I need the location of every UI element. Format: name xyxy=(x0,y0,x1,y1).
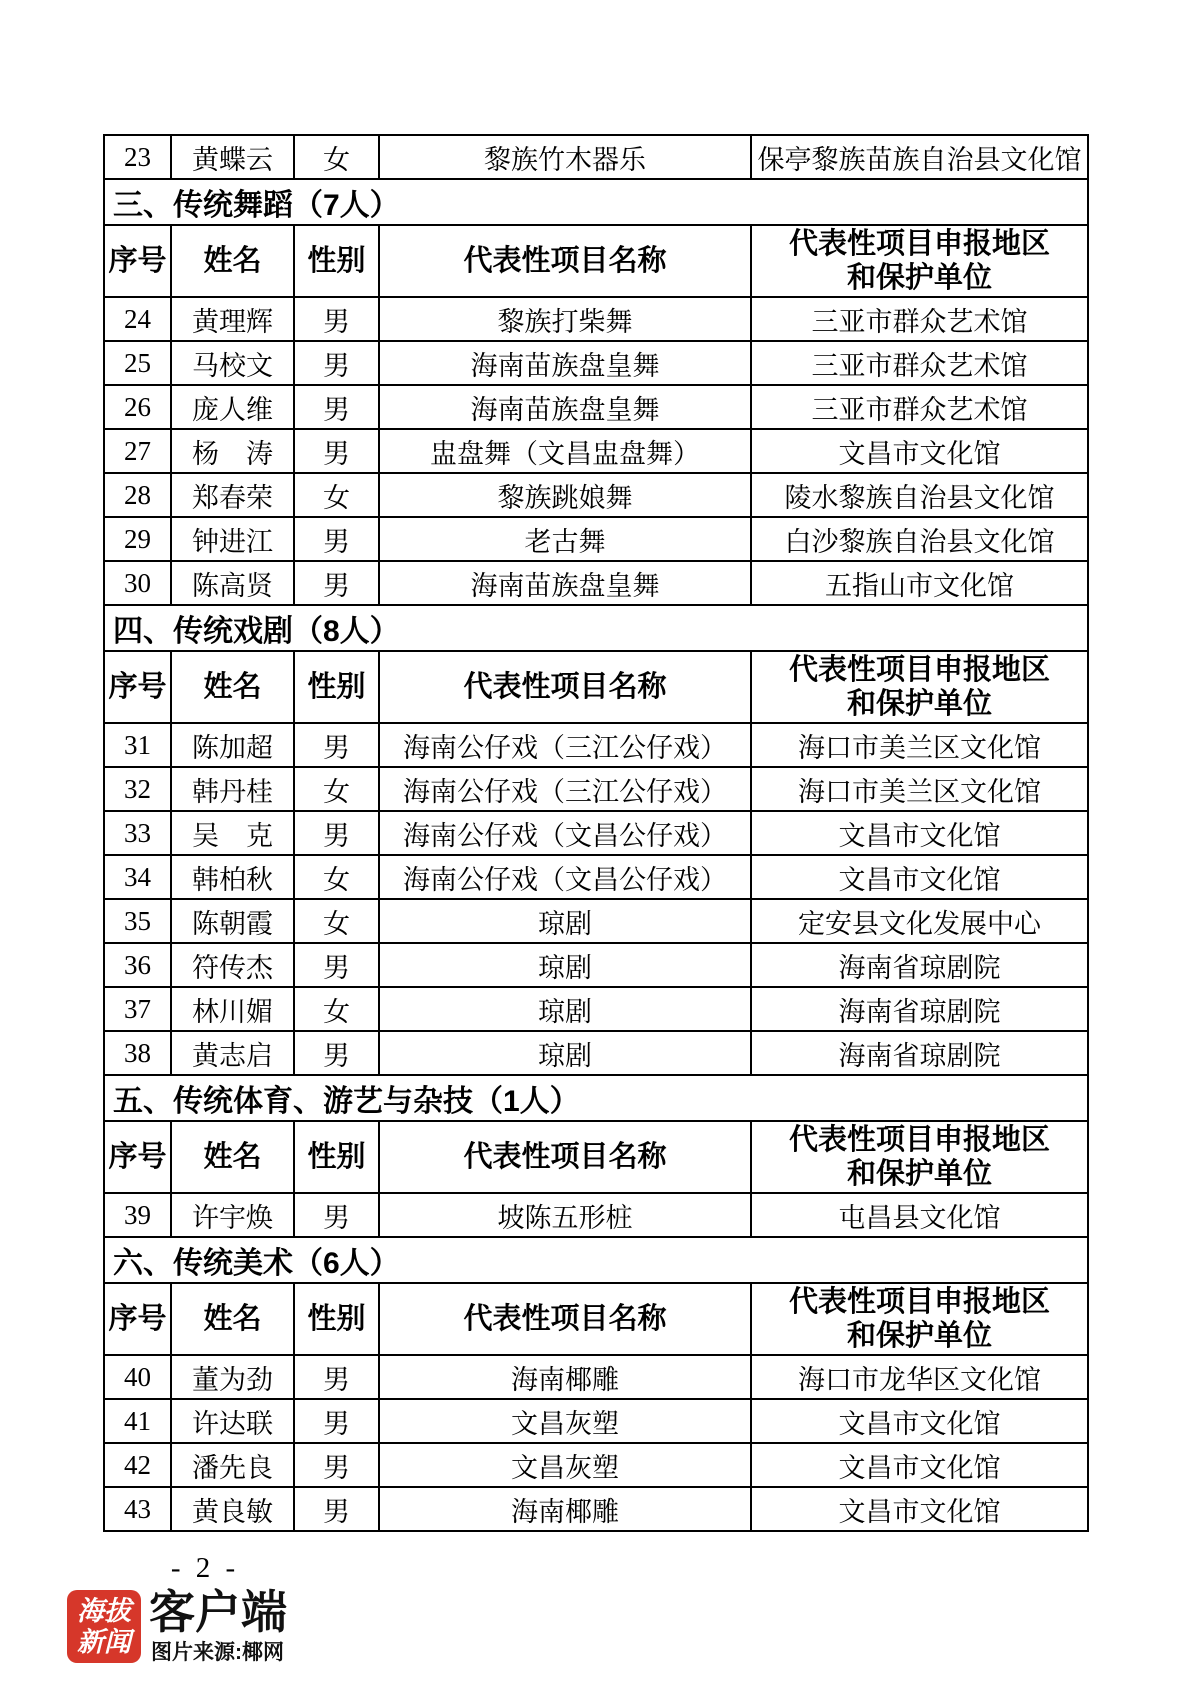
table-row xyxy=(104,723,1088,767)
cell-unit: 海口市龙华区文化馆 xyxy=(751,1355,1088,1399)
cell-index: 39 xyxy=(104,1193,171,1237)
cell-gender: 男 xyxy=(294,723,379,767)
table-row xyxy=(104,987,1088,1031)
cell-index: 26 xyxy=(104,385,171,429)
cell-index: 43 xyxy=(104,1487,171,1531)
cell-project: 海南公仔戏（文昌公仔戏） xyxy=(379,855,751,899)
cell-unit: 文昌市文化馆 xyxy=(751,429,1088,473)
cell-index: 29 xyxy=(104,517,171,561)
cell-index: 40 xyxy=(104,1355,171,1399)
cell-name: 庞人维 xyxy=(171,385,294,429)
cell-unit: 三亚市群众艺术馆 xyxy=(751,297,1088,341)
cell-gender: 男 xyxy=(294,1443,379,1487)
cell-gender: 男 xyxy=(294,517,379,561)
column-header-name: 姓名 xyxy=(171,225,294,297)
cell-project: 海南苗族盘皇舞 xyxy=(379,385,751,429)
section-title-row xyxy=(104,1237,1088,1283)
news-app-logo-badge xyxy=(67,1590,141,1663)
cell-name: 符传杰 xyxy=(171,943,294,987)
cell-gender: 男 xyxy=(294,1355,379,1399)
cell-gender: 女 xyxy=(294,767,379,811)
column-header-index: 序号 xyxy=(104,225,171,297)
cell-index: 31 xyxy=(104,723,171,767)
cell-name: 黄志启 xyxy=(171,1031,294,1075)
cell-project: 海南公仔戏（三江公仔戏） xyxy=(379,767,751,811)
cell-project: 坡陈五形桩 xyxy=(379,1193,751,1237)
cell-index: 30 xyxy=(104,561,171,605)
cell-name: 陈朝霞 xyxy=(171,899,294,943)
cell-unit: 五指山市文化馆 xyxy=(751,561,1088,605)
brand-logo xyxy=(67,1586,487,1670)
table-header-row xyxy=(104,1283,1088,1355)
column-header-index: 序号 xyxy=(104,1283,171,1355)
cell-project: 琼剧 xyxy=(379,987,751,1031)
cell-unit: 文昌市文化馆 xyxy=(751,1399,1088,1443)
cell-gender: 女 xyxy=(294,855,379,899)
cell-gender: 男 xyxy=(294,1487,379,1531)
table-row xyxy=(104,1031,1088,1075)
column-header-unit xyxy=(751,1121,1088,1193)
table-row xyxy=(104,1399,1088,1443)
cell-name: 董为劲 xyxy=(171,1355,294,1399)
cell-unit: 文昌市文化馆 xyxy=(751,1443,1088,1487)
client-label: 客户端 xyxy=(149,1586,287,1638)
table-header-row xyxy=(104,1121,1088,1193)
section-title-row xyxy=(104,605,1088,651)
cell-index: 23 xyxy=(104,135,171,179)
cell-unit: 陵水黎族自治县文化馆 xyxy=(751,473,1088,517)
cell-name: 韩丹桂 xyxy=(171,767,294,811)
table-row xyxy=(104,811,1088,855)
column-header-unit-line1: 代表性项目申报地区 xyxy=(788,1286,1050,1318)
cell-index: 38 xyxy=(104,1031,171,1075)
table-header-row xyxy=(104,225,1088,297)
cell-unit: 三亚市群众艺术馆 xyxy=(751,385,1088,429)
column-header-unit-line2: 和保护单位 xyxy=(846,688,992,720)
logo-text-line2: 新闻 xyxy=(77,1626,131,1657)
section-title-row xyxy=(104,179,1088,225)
cell-index: 35 xyxy=(104,899,171,943)
cell-unit: 海口市美兰区文化馆 xyxy=(751,723,1088,767)
column-header-name: 姓名 xyxy=(171,1121,294,1193)
cell-unit: 定安县文化发展中心 xyxy=(751,899,1088,943)
table-row xyxy=(104,473,1088,517)
table-row xyxy=(104,1193,1088,1237)
cell-unit: 白沙黎族自治县文化馆 xyxy=(751,517,1088,561)
page-number: - 2 - xyxy=(170,1552,240,1584)
table-row xyxy=(104,297,1088,341)
image-source-label: 图片来源:椰网 xyxy=(151,1641,284,1664)
column-header-unit xyxy=(751,651,1088,723)
table-row xyxy=(104,767,1088,811)
column-header-unit-line2: 和保护单位 xyxy=(846,1320,992,1352)
cell-gender: 女 xyxy=(294,987,379,1031)
table-row xyxy=(104,341,1088,385)
cell-gender: 男 xyxy=(294,1031,379,1075)
column-header-index: 序号 xyxy=(104,1121,171,1193)
table-row xyxy=(104,899,1088,943)
section-title: 四、传统戏剧（8人） xyxy=(104,605,1088,651)
cell-project: 海南公仔戏（文昌公仔戏） xyxy=(379,811,751,855)
cell-gender: 男 xyxy=(294,341,379,385)
column-header-name: 姓名 xyxy=(171,651,294,723)
cell-name: 郑春荣 xyxy=(171,473,294,517)
column-header-gender: 性别 xyxy=(294,225,379,297)
column-header-project: 代表性项目名称 xyxy=(379,651,751,723)
cell-gender: 男 xyxy=(294,297,379,341)
cell-index: 28 xyxy=(104,473,171,517)
cell-index: 41 xyxy=(104,1399,171,1443)
cell-index: 25 xyxy=(104,341,171,385)
column-header-gender: 性别 xyxy=(294,1283,379,1355)
table-row xyxy=(104,561,1088,605)
cell-name: 杨 涛 xyxy=(171,429,294,473)
cell-project: 海南苗族盘皇舞 xyxy=(379,561,751,605)
cell-project: 琼剧 xyxy=(379,943,751,987)
cell-name: 许达联 xyxy=(171,1399,294,1443)
cell-index: 42 xyxy=(104,1443,171,1487)
inheritors-table-body xyxy=(104,135,1088,1531)
cell-gender: 女 xyxy=(294,473,379,517)
cell-unit: 屯昌县文化馆 xyxy=(751,1193,1088,1237)
cell-gender: 男 xyxy=(294,561,379,605)
cell-name: 潘先良 xyxy=(171,1443,294,1487)
cell-name: 韩柏秋 xyxy=(171,855,294,899)
cell-index: 33 xyxy=(104,811,171,855)
column-header-unit xyxy=(751,225,1088,297)
cell-project: 老古舞 xyxy=(379,517,751,561)
column-header-unit-line1: 代表性项目申报地区 xyxy=(788,1124,1050,1156)
column-header-unit-line1: 代表性项目申报地区 xyxy=(788,654,1050,686)
cell-project: 黎族竹木器乐 xyxy=(379,135,751,179)
column-header-gender: 性别 xyxy=(294,651,379,723)
cell-index: 34 xyxy=(104,855,171,899)
cell-gender: 男 xyxy=(294,811,379,855)
cell-project: 盅盘舞（文昌盅盘舞） xyxy=(379,429,751,473)
table-row xyxy=(104,1355,1088,1399)
column-header-gender: 性别 xyxy=(294,1121,379,1193)
cell-project: 琼剧 xyxy=(379,1031,751,1075)
cell-name: 黄蝶云 xyxy=(171,135,294,179)
section-title: 三、传统舞蹈（7人） xyxy=(104,179,1088,225)
cell-unit: 海南省琼剧院 xyxy=(751,987,1088,1031)
table-row xyxy=(104,385,1088,429)
cell-name: 黄理辉 xyxy=(171,297,294,341)
cell-name: 吴 克 xyxy=(171,811,294,855)
cell-gender: 男 xyxy=(294,943,379,987)
cell-unit: 海南省琼剧院 xyxy=(751,943,1088,987)
cell-project: 黎族打柴舞 xyxy=(379,297,751,341)
column-header-unit-line2: 和保护单位 xyxy=(846,1158,992,1190)
cell-project: 海南椰雕 xyxy=(379,1355,751,1399)
table-row xyxy=(104,1487,1088,1531)
table-row xyxy=(104,943,1088,987)
cell-index: 24 xyxy=(104,297,171,341)
column-header-project: 代表性项目名称 xyxy=(379,1121,751,1193)
cell-unit: 文昌市文化馆 xyxy=(751,811,1088,855)
logo-text-line1: 海拔 xyxy=(77,1595,131,1626)
cell-unit: 海南省琼剧院 xyxy=(751,1031,1088,1075)
column-header-index: 序号 xyxy=(104,651,171,723)
cell-project: 海南苗族盘皇舞 xyxy=(379,341,751,385)
cell-name: 陈加超 xyxy=(171,723,294,767)
cell-index: 32 xyxy=(104,767,171,811)
section-title: 五、传统体育、游艺与杂技（1人） xyxy=(104,1075,1088,1121)
cell-name: 许宇焕 xyxy=(171,1193,294,1237)
cell-index: 27 xyxy=(104,429,171,473)
table-row xyxy=(104,135,1088,179)
cell-unit: 文昌市文化馆 xyxy=(751,1487,1088,1531)
column-header-unit-line1: 代表性项目申报地区 xyxy=(788,228,1050,260)
cell-gender: 男 xyxy=(294,1399,379,1443)
column-header-unit-line2: 和保护单位 xyxy=(846,262,992,294)
column-header-project: 代表性项目名称 xyxy=(379,1283,751,1355)
cell-name: 陈高贤 xyxy=(171,561,294,605)
cell-gender: 男 xyxy=(294,385,379,429)
cell-gender: 男 xyxy=(294,1193,379,1237)
cell-name: 马校文 xyxy=(171,341,294,385)
cell-index: 36 xyxy=(104,943,171,987)
inheritors-table xyxy=(103,134,1089,1532)
cell-index: 37 xyxy=(104,987,171,1031)
cell-unit: 三亚市群众艺术馆 xyxy=(751,341,1088,385)
cell-project: 琼剧 xyxy=(379,899,751,943)
table-row xyxy=(104,429,1088,473)
section-title: 六、传统美术（6人） xyxy=(104,1237,1088,1283)
cell-gender: 男 xyxy=(294,429,379,473)
cell-unit: 海口市美兰区文化馆 xyxy=(751,767,1088,811)
table-row xyxy=(104,517,1088,561)
column-header-name: 姓名 xyxy=(171,1283,294,1355)
cell-gender: 女 xyxy=(294,135,379,179)
cell-project: 黎族跳娘舞 xyxy=(379,473,751,517)
column-header-unit xyxy=(751,1283,1088,1355)
cell-gender: 女 xyxy=(294,899,379,943)
section-title-row xyxy=(104,1075,1088,1121)
cell-unit: 文昌市文化馆 xyxy=(751,855,1088,899)
table-row xyxy=(104,1443,1088,1487)
column-header-project: 代表性项目名称 xyxy=(379,225,751,297)
cell-project: 海南公仔戏（三江公仔戏） xyxy=(379,723,751,767)
cell-project: 海南椰雕 xyxy=(379,1487,751,1531)
table-header-row xyxy=(104,651,1088,723)
cell-name: 黄良敏 xyxy=(171,1487,294,1531)
cell-project: 文昌灰塑 xyxy=(379,1399,751,1443)
cell-name: 钟进江 xyxy=(171,517,294,561)
cell-project: 文昌灰塑 xyxy=(379,1443,751,1487)
table-row xyxy=(104,855,1088,899)
cell-name: 林川媚 xyxy=(171,987,294,1031)
cell-unit: 保亭黎族苗族自治县文化馆 xyxy=(751,135,1088,179)
